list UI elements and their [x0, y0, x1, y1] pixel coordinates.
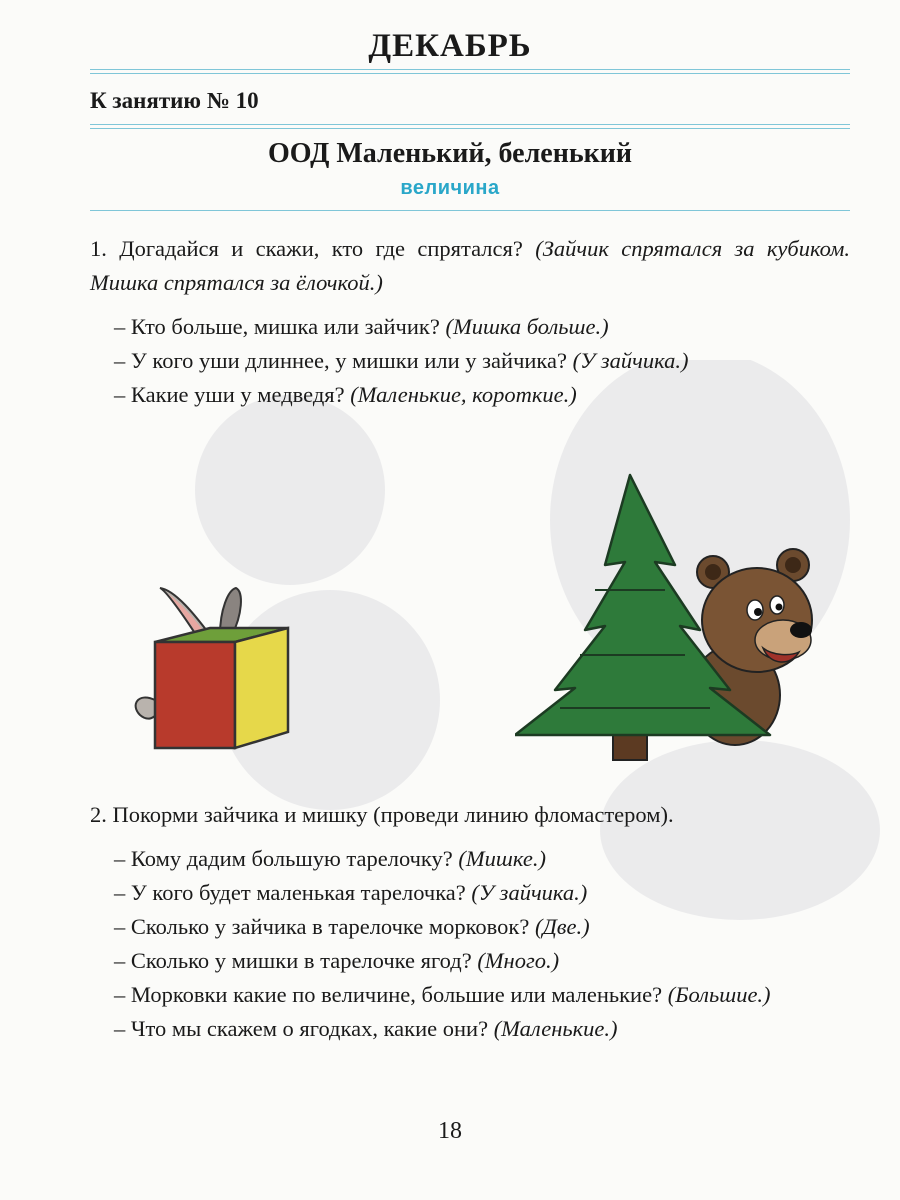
month-heading: ДЕКАБРЬ: [368, 28, 532, 64]
question-text: – Морковки какие по величине, большие или маленькие?: [114, 982, 663, 1007]
topic-title: ООД Маленький, беленький: [267, 138, 633, 169]
question-text: – У кого уши длиннее, у мишки или у зайчика?: [114, 348, 567, 373]
task-2-q3: [90, 910, 850, 944]
task-2-instruction: Покорми зайчика и мишку (проведи линию фломастером).: [112, 802, 674, 827]
answer-text: (Мишке.): [458, 846, 546, 871]
task-1-q1: [90, 310, 850, 344]
task-2-text: [90, 798, 850, 832]
header-rule-top: [90, 69, 850, 74]
task-2-number: 2.: [90, 802, 107, 827]
rabbit-cube-illustration: [120, 580, 300, 755]
task-2-q2: [90, 876, 850, 910]
task-1-answer: (Зайчик спрятался за кубиком. Мишка спрятался за ёлочкой.): [90, 236, 851, 295]
task-1: [90, 232, 850, 412]
task-1-q3: [90, 378, 850, 412]
task-1-number: 1.: [90, 236, 107, 261]
answer-text: (Две.): [534, 914, 590, 939]
task-2-q5: [90, 978, 850, 1012]
answer-text: (Маленькие.): [493, 1016, 618, 1041]
answer-text: (У зайчика.): [471, 880, 588, 905]
question-text: – Кто больше, мишка или зайчик?: [114, 314, 440, 339]
question-text: – У кого будет маленькая тарелочка?: [114, 880, 466, 905]
header-rule-bottom: [90, 210, 850, 211]
bear-tree-illustration: [515, 470, 845, 770]
task-2-q4: [90, 944, 850, 978]
task-2-q6: [90, 1012, 850, 1046]
question-text: – Кому дадим большую тарелочку?: [114, 846, 453, 871]
task-1-question: Догадайся и скажи, кто где спрятался?: [119, 236, 523, 261]
answer-text: (Много.): [477, 948, 560, 973]
task-1-q2: [90, 344, 850, 378]
cube-side: [235, 628, 288, 748]
topic-subtitle: величина: [400, 177, 500, 199]
header-rule-middle: [90, 124, 850, 129]
answer-text: (У зайчика.): [572, 348, 689, 373]
task-2-q1: [90, 842, 850, 876]
answer-text: (Большие.): [667, 982, 771, 1007]
question-text: – Какие уши у медведя?: [114, 382, 345, 407]
cube-front: [155, 642, 235, 748]
answer-text: (Мишка больше.): [445, 314, 609, 339]
question-text: – Сколько у зайчика в тарелочке морковок?: [114, 914, 530, 939]
question-text: – Сколько у мишки в тарелочке ягод?: [114, 948, 472, 973]
lesson-label: К занятию № 10: [90, 88, 259, 113]
task-1-text: [90, 232, 850, 300]
question-text: – Что мы скажем о ягодках, какие они?: [114, 1016, 489, 1041]
bear-nose-icon: [790, 622, 812, 638]
task-2: [90, 798, 850, 1046]
page-number: 18: [438, 1118, 462, 1144]
answer-text: (Маленькие, короткие.): [350, 382, 577, 407]
